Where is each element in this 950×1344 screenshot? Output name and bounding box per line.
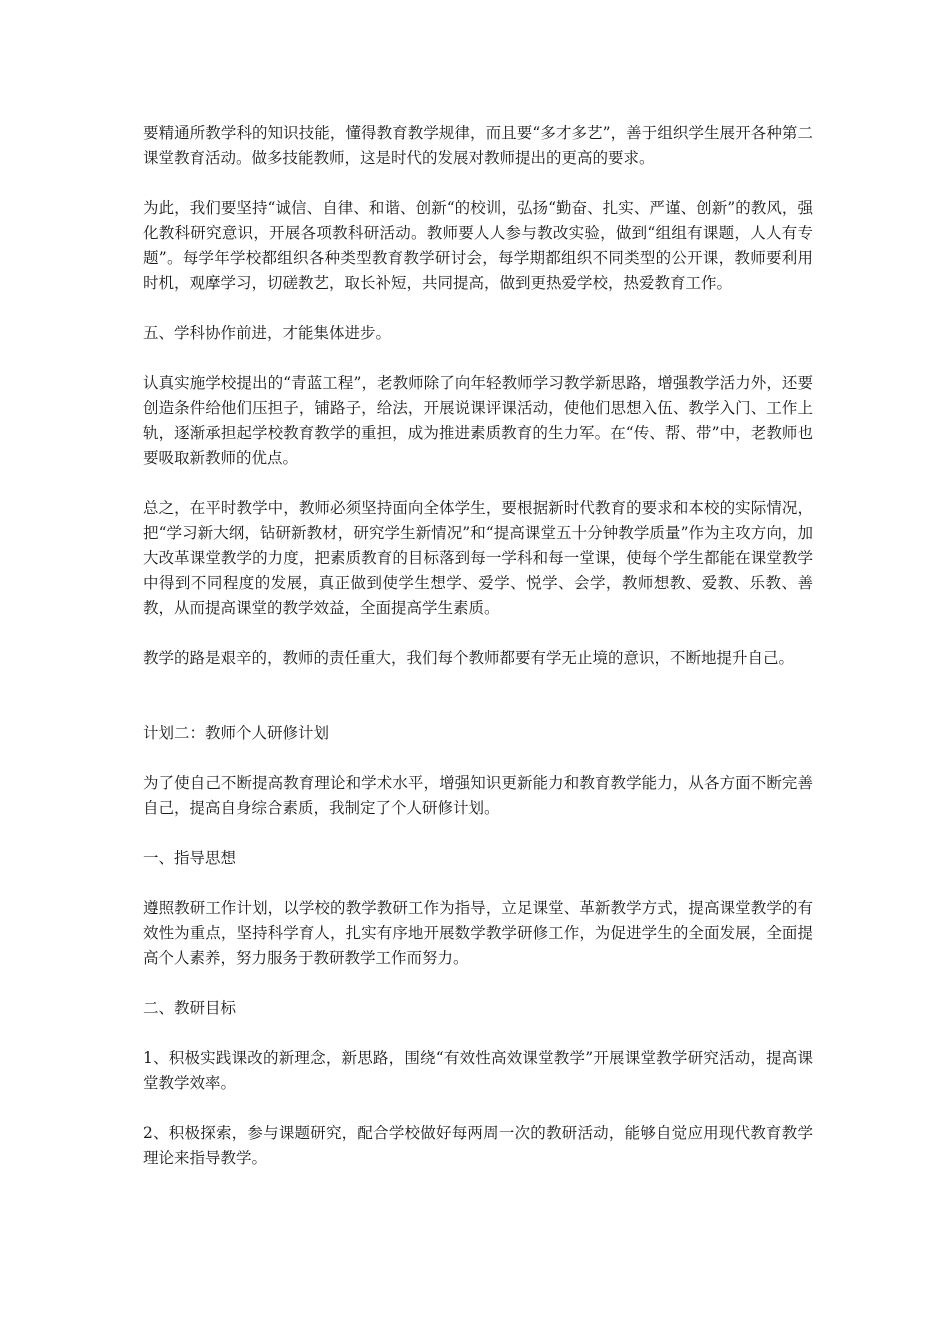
paragraph: 总之，在平时教学中，教师必须坚持面向全体学生，要根据新时代教育的要求和本校的实际情况，把“学习新大纲，钻研新教材，研究学生新情况”和“提高课堂五十分钟教学质量”作为主攻方向，加大改革课堂教学的力度，把素质教育的目标落到每一学科和每一堂课，使每个学生都能在课堂教学中得到不同程度的发展，真正做到使学生想学、爱学、悦学、会学，教师想教、爱教、乐教、善教，从而提高课堂的教学效益，全面提高学生素质。 <box>143 499 813 617</box>
section-heading: 二、教研目标 <box>143 999 237 1017</box>
paragraph: 为了使自己不断提高教育理论和学术水平，增强知识更新能力和教育教学能力，从各方面不断完善自己，提高自身综合素质，我制定了个人研修计划。 <box>143 774 813 817</box>
paragraph: 遵照教研工作计划，以学校的教学教研工作为指导，立足课堂、革新教学方式，提高课堂教学的有效性为重点，坚持科学育人，扎实有序地开展数学教学研修工作，为促进学生的全面发展，全面提高个人素养，努力服务于教研教学工作而努力。 <box>143 899 813 967</box>
paragraph: 认真实施学校提出的“青蓝工程”，老教师除了向年轻教师学习教学新思路，增强教学活力外，还要创造条件给他们压担子，铺路子，给法，开展说课评课活动，使他们思想入伍、教学入门、工作上轨，逐渐承担起学校教育教学的重担，成为推进素质教育的生力军。在“传、帮、带”中，老教师也要吸取新教师的优点。 <box>143 374 813 467</box>
list-item: 1、积极实践课改的新理念，新思路，围绕“有效性高效课堂教学”开展课堂教学研究活动，提高课堂教学效率。 <box>143 1049 813 1092</box>
section-heading: 五、学科协作前进，才能集体进步。 <box>143 324 392 342</box>
plan-title: 计划二：教师个人研修计划 <box>143 724 330 742</box>
document-body <box>143 121 813 1196</box>
paragraph: 为此，我们要坚持“诚信、自律、和谐、创新“的校训，弘扬“勤奋、扎实、严谨、创新”的教风，强化教科研究意识，开展各项教科研活动。教师要人人参与教改实验，做到“组组有课题，人人有专题”。每学年学校都组织各种类型教育教学研讨会，每学期都组织不同类型的公开课，教师要利用时机，观摩学习，切磋教艺，取长补短，共同提高，做到更热爱学校，热爱教育工作。 <box>143 199 813 292</box>
section-heading: 一、指导思想 <box>143 849 237 867</box>
paragraph: 要精通所教学科的知识技能，懂得教育教学规律，而且要“多才多艺”，善于组织学生展开各种第二课堂教育活动。做多技能教师，这是时代的发展对教师提出的更高的要求。 <box>143 124 813 167</box>
paragraph: 教学的路是艰辛的，教师的责任重大，我们每个教师都要有学无止境的意识，不断地提升自己。 <box>143 649 795 667</box>
list-item: 2、积极探索，参与课题研究，配合学校做好每两周一次的教研活动，能够自觉应用现代教育教学理论来指导教学。 <box>143 1124 813 1167</box>
